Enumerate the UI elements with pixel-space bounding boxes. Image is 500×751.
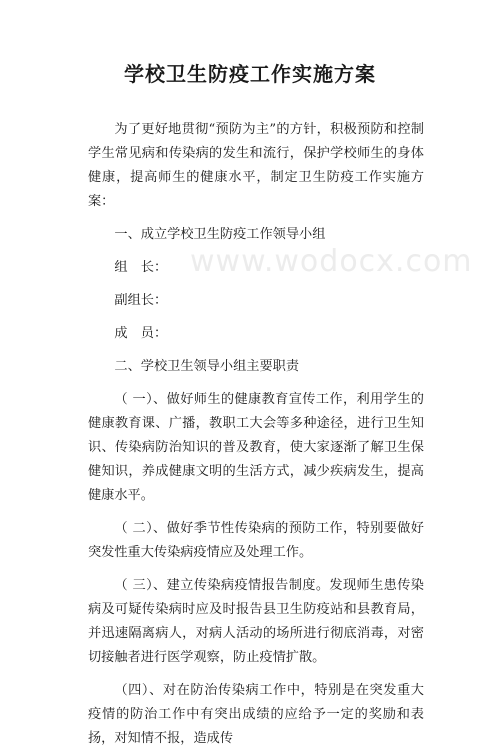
watermark: www.wodocx.com	[190, 244, 473, 279]
deputy-leader-line: 副组长：	[114, 293, 168, 308]
duty-paragraph-3: （ 三）、建立传染病疫情报告制度。发现师生患传染病及可疑传染病时应及时报告县卫生防疫站和县教育局，并迅速隔离病人，对病人活动的场所进行彻底消毒，对密切接触者进行医学观察，防止疫情扩散。	[88, 578, 424, 665]
duty-paragraph-1: （ 一）、做好师生的健康教育宣传工作，利用学生的健康教育课、广播，教职工大会等多种途径，进行卫生知识、传染病防治知识的普及教育，使大家逐渐了解卫生保健知识，养成健康文明的生活方式，减少疾病发生，提高健康水平。	[88, 392, 424, 503]
document-title: 学校卫生防疫工作实施方案	[124, 62, 376, 86]
members-line: 成 员：	[114, 326, 168, 341]
team-leader-line: 组 长：	[114, 260, 168, 275]
section-heading-1: 一、成立学校卫生防疫工作领导小组	[114, 227, 326, 242]
section-heading-2: 二、学校卫生领导小组主要职责	[114, 359, 300, 374]
duty-paragraph-2: （ 二）、做好季节性传染病的预防工作，特别要做好突发性重大传染病疫情应及处理工作。	[88, 521, 424, 560]
duty-paragraph-4: （四）、对在防治传染病工作中，特别是在突发重大疫情的防治工作中有突出成绩的应给予一定的奖励和表扬，对知情不报，造成传	[88, 683, 424, 746]
document-body	[88, 118, 424, 751]
intro-paragraph: 为了更好地贯彻“预防为主”的方针，积极预防和控制学生常见病和传染病的发生和流行，保护学校师生的身体健康，提高师生的健康水平，制定卫生防疫工作实施方案：	[88, 122, 424, 209]
